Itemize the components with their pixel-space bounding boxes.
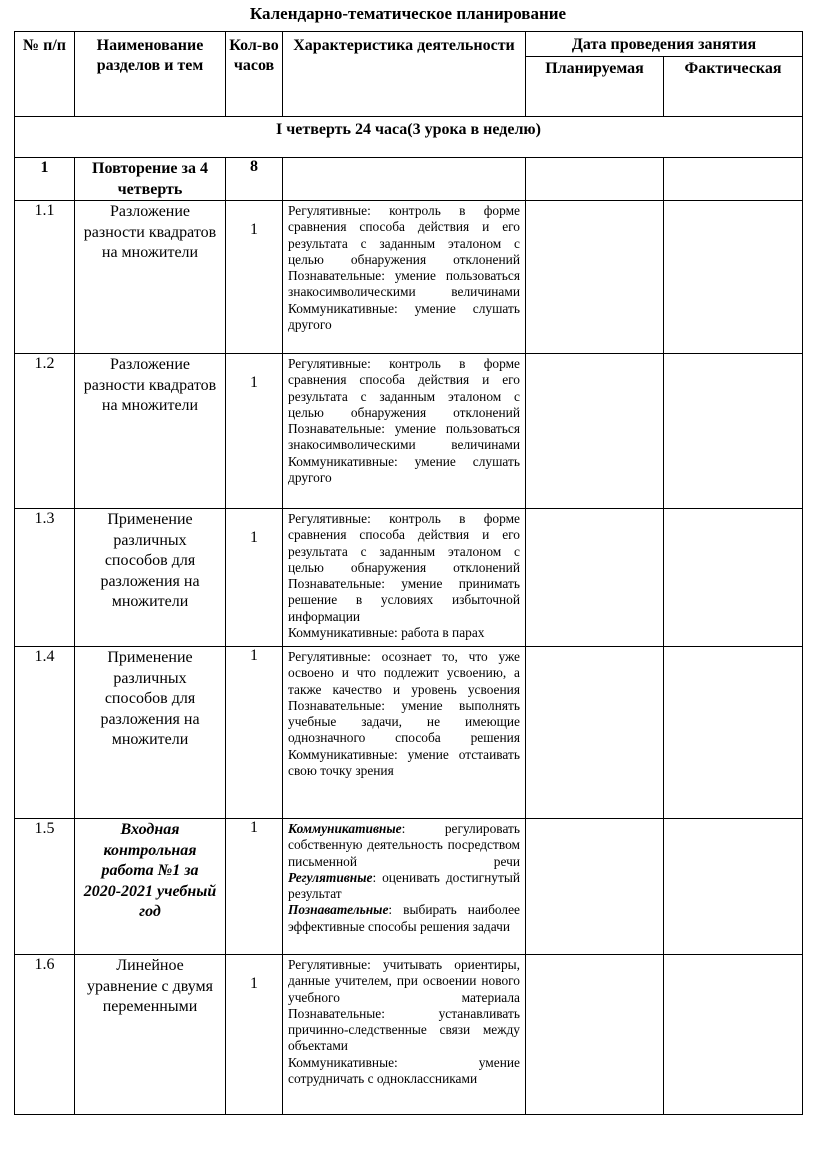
header-name: Наименование разделов и тем [75, 32, 226, 117]
description-label: Коммуникативные: [288, 300, 398, 316]
row-planned-date [526, 201, 664, 354]
description-line [288, 576, 520, 625]
section-actual [664, 158, 803, 201]
row-hours: 1 [226, 647, 283, 819]
row-num: 1.5 [15, 819, 75, 955]
row-actual-date [664, 354, 803, 509]
section-hours: 8 [226, 158, 283, 201]
description-text: : выбирать наиболее эффективные способы решения задачи [288, 902, 520, 934]
table-row [15, 819, 803, 955]
description-label: Познавательные: [288, 421, 385, 437]
row-actual-date [664, 647, 803, 819]
planning-table [14, 31, 803, 1115]
description-text: учитывать ориентиры, данные учителем, при освоении нового учебного материала [288, 957, 520, 1005]
description-label: Регулятивные: [288, 203, 371, 218]
row-actual-date [664, 509, 803, 647]
row-planned-date [526, 955, 664, 1115]
row-hours: 1 [226, 509, 283, 647]
description-label: Познавательные [288, 902, 389, 918]
row-hours: 1 [226, 819, 283, 955]
description-text: умение слушать другого [288, 453, 520, 486]
description-text: умение пользоваться знакосимволическими величинами [288, 421, 520, 453]
row-description [283, 955, 526, 1115]
header-num: № п/п [15, 32, 75, 117]
description-label: Коммуникативные [288, 821, 402, 836]
row-num: 1.4 [15, 647, 75, 819]
description-text: умение сотрудничать с одноклассниками [288, 1054, 520, 1087]
row-actual-date [664, 201, 803, 354]
table-row [15, 354, 803, 509]
header-planned: Планируемая [526, 57, 664, 117]
description-label: Регулятивные: [288, 957, 371, 972]
description-line [288, 301, 520, 334]
header-actual: Фактическая [664, 57, 803, 117]
description-text: контроль в форме сравнения способа действия и его результата с заданным эталоном с целью обнаружения отклонений [288, 511, 520, 575]
row-planned-date [526, 509, 664, 647]
description-line [288, 356, 520, 421]
row-num: 1.2 [15, 354, 75, 509]
description-line [288, 1055, 520, 1088]
row-num: 1.1 [15, 201, 75, 354]
description-text: работа в парах [397, 625, 485, 641]
row-planned-date [526, 354, 664, 509]
row-hours: 1 [226, 955, 283, 1115]
description-line [288, 625, 520, 641]
row-hours: 1 [226, 354, 283, 509]
description-label: Познавательные: [288, 576, 385, 592]
section-planned [526, 158, 664, 201]
description-text: контроль в форме сравнения способа действия и его результата с заданным эталоном с целью обнаружения отклонений [288, 203, 520, 267]
row-actual-date [664, 819, 803, 955]
description-text: умение принимать решение в условиях избыточной информации [288, 576, 520, 624]
row-description [283, 354, 526, 509]
header-hours: Кол-во часов [226, 32, 283, 117]
description-text: осознает то, что уже освоено и что подлежит усвоению, а также качество и уровень усвоения [288, 649, 520, 697]
section-row [15, 158, 803, 201]
description-text: : регулировать собственную деятельность посредством письменной речи [288, 821, 520, 869]
header-desc: Характеристика деятельности [283, 32, 526, 117]
description-line [288, 649, 520, 698]
section-desc [283, 158, 526, 201]
row-description [283, 819, 526, 955]
description-line [288, 1006, 520, 1055]
description-line [288, 747, 520, 780]
row-description [283, 201, 526, 354]
row-name: Применение различных способов для разложения на множители [75, 647, 226, 819]
row-name: Применение различных способов для разложения на множители [75, 509, 226, 647]
table-row [15, 955, 803, 1115]
description-line [288, 511, 520, 576]
description-line [288, 454, 520, 487]
row-num: 1.3 [15, 509, 75, 647]
description-text: : оценивать достигнутый результат [288, 869, 520, 902]
description-line [288, 821, 520, 870]
description-line [288, 203, 520, 268]
description-text: умение отстаивать свою точку зрения [288, 746, 520, 779]
description-label: Познавательные: [288, 697, 385, 713]
section-name: Повторение за 4 четверть [75, 158, 226, 201]
section-num: 1 [15, 158, 75, 201]
description-text: умение пользоваться знакосимволическими величинами [288, 268, 520, 300]
row-actual-date [664, 955, 803, 1115]
row-name: Разложение разности квадратов на множители [75, 201, 226, 354]
description-label: Коммуникативные: [288, 1054, 398, 1070]
description-text: контроль в форме сравнения способа действия и его результата с заданным эталоном с целью обнаружения отклонений [288, 356, 520, 420]
description-text: умение слушать другого [288, 300, 520, 333]
description-line [288, 421, 520, 454]
description-label: Регулятивные: [288, 356, 371, 371]
description-line [288, 902, 520, 935]
table-row [15, 647, 803, 819]
row-description [283, 509, 526, 647]
description-label: Познавательные: [288, 1005, 385, 1021]
header-date: Дата проведения занятия [526, 32, 803, 57]
description-line [288, 698, 520, 747]
page-title: Календарно-тематическое планирование [249, 4, 567, 23]
description-label: Познавательные: [288, 268, 385, 284]
row-name: Линейное уравнение с двумя переменными [75, 955, 226, 1115]
description-line [288, 268, 520, 301]
description-line [288, 870, 520, 903]
description-label: Коммуникативные: [288, 453, 398, 469]
quarter-heading: I четверть 24 часа(3 урока в неделю) [15, 117, 803, 158]
row-description [283, 647, 526, 819]
description-label: Регулятивные: [288, 649, 371, 664]
row-planned-date [526, 819, 664, 955]
row-planned-date [526, 647, 664, 819]
description-line [288, 957, 520, 1006]
description-label: Регулятивные: [288, 511, 371, 526]
table-row [15, 509, 803, 647]
description-label: Регулятивные [288, 869, 373, 885]
description-text: устанавливать причинно-следственные связи между объектами [288, 1005, 520, 1054]
row-hours: 1 [226, 201, 283, 354]
description-label: Коммуникативные: [288, 746, 398, 762]
row-name: Разложение разности квадратов на множители [75, 354, 226, 509]
table-row [15, 201, 803, 354]
row-num: 1.6 [15, 955, 75, 1115]
description-text: умение выполнять учебные задачи, не имеющие однозначного способа решения [288, 697, 520, 746]
row-name: Входная контрольная работа №1 за 2020-2021 учебный год [75, 819, 226, 955]
description-label: Коммуникативные: [288, 625, 398, 641]
